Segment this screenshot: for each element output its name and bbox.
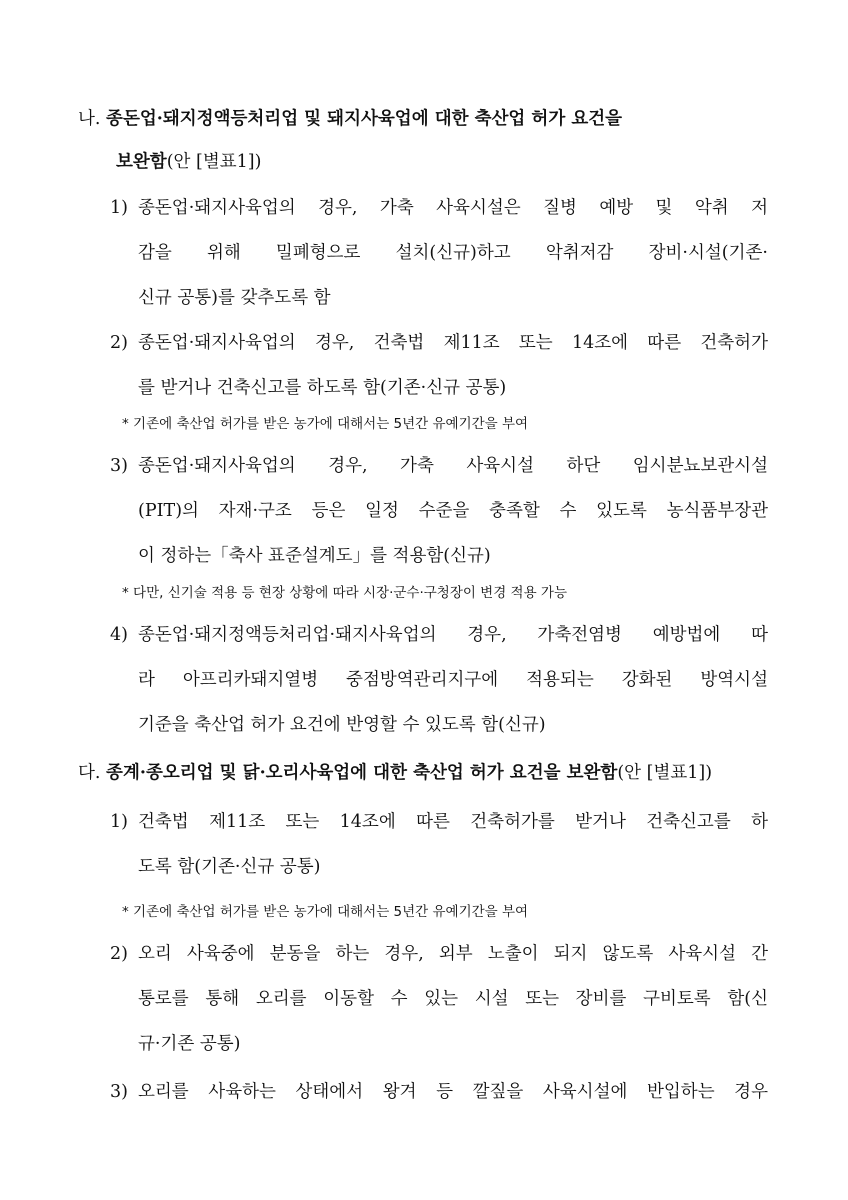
item-number: 2) xyxy=(110,944,128,964)
section-na-ref: (안 [별표1]) xyxy=(166,152,262,172)
paragraph-line: (PIT)의 자재·구조 등은 일정 수준을 충족할 수 있도록 농식품부장관 xyxy=(138,501,768,521)
item-number: 1) xyxy=(110,198,128,218)
footnote: * 기존에 축산업 허가를 받은 농가에 대해서는 5년간 유예기간을 부여 xyxy=(122,416,529,432)
paragraph-line: 종돈업·돼지사육업의 경우, 가축 사육시설 하단 임시분뇨보관시설 xyxy=(138,456,768,476)
paragraph-line: 도록 함(기존·신규 공통) xyxy=(138,857,321,877)
paragraph-line: 건축법 제11조 또는 14조에 따른 건축허가를 받거나 건축신고를 하 xyxy=(138,812,768,832)
paragraph-line: 신규 공통)를 갖추도록 함 xyxy=(138,288,331,308)
paragraph-line: 통로를 통해 오리를 이동할 수 있는 시설 또는 장비를 구비토록 함(신 xyxy=(138,989,768,1009)
item-number: 3) xyxy=(110,456,128,476)
paragraph-line: 를 받거나 건축신고를 하도록 함(기존·신규 공통) xyxy=(138,378,507,398)
paragraph-line: 오리 사육중에 분동을 하는 경우, 외부 노출이 되지 않도록 사육시설 간 xyxy=(138,944,768,964)
paragraph-line: 종돈업·돼지정액등처리업·돼지사육업의 경우, 가축전염병 예방법에 따 xyxy=(138,625,768,645)
footnote: * 다만, 신기술 적용 등 현장 상황에 따라 시장·군수·구청장이 변경 적용 가능 xyxy=(122,585,568,601)
item-number: 2) xyxy=(110,333,128,353)
section-na-title-line2: 보완함 xyxy=(116,152,167,172)
paragraph-line: 규·기존 공통) xyxy=(138,1034,241,1054)
item-number: 4) xyxy=(110,625,128,645)
paragraph-line: 이 정하는「축사 표준설계도」를 적용함(신규) xyxy=(138,546,491,566)
section-da-label: 다. xyxy=(78,763,101,783)
section-na-heading xyxy=(78,107,768,131)
section-da-title: 종계·종오리업 및 닭·오리사육업에 대한 축산업 허가 요건을 보완함 xyxy=(106,763,618,783)
paragraph-line: 종돈업·돼지사육업의 경우, 가축 사육시설은 질병 예방 및 악취 저 xyxy=(138,198,768,218)
paragraph-line: 라 아프리카돼지열병 중점방역관리지구에 적용되는 강화된 방역시설 xyxy=(138,670,768,690)
paragraph-line: 기준을 축산업 허가 요건에 반영할 수 있도록 함(신규) xyxy=(138,715,546,735)
section-da-heading xyxy=(78,761,712,785)
item-number: 1) xyxy=(110,812,128,832)
section-na-label: 나. xyxy=(78,109,101,129)
paragraph-line: 종돈업·돼지사육업의 경우, 건축법 제11조 또는 14조에 따른 건축허가 xyxy=(138,333,768,353)
section-da-ref: (안 [별표1]) xyxy=(617,763,713,783)
item-number: 3) xyxy=(110,1082,128,1102)
paragraph-line: 오리를 사육하는 상태에서 왕겨 등 깔짚을 사육시설에 반입하는 경우 xyxy=(138,1082,768,1102)
section-na-heading-line2 xyxy=(116,150,261,174)
section-na-title-line1: 종돈업·돼지정액등처리업 및 돼지사육업에 대한 축산업 허가 요건을 xyxy=(106,109,623,129)
footnote: * 기존에 축산업 허가를 받은 농가에 대해서는 5년간 유예기간을 부여 xyxy=(122,904,529,920)
paragraph-line: 감을 위해 밀폐형으로 설치(신규)하고 악취저감 장비·시설(기존· xyxy=(138,243,768,263)
